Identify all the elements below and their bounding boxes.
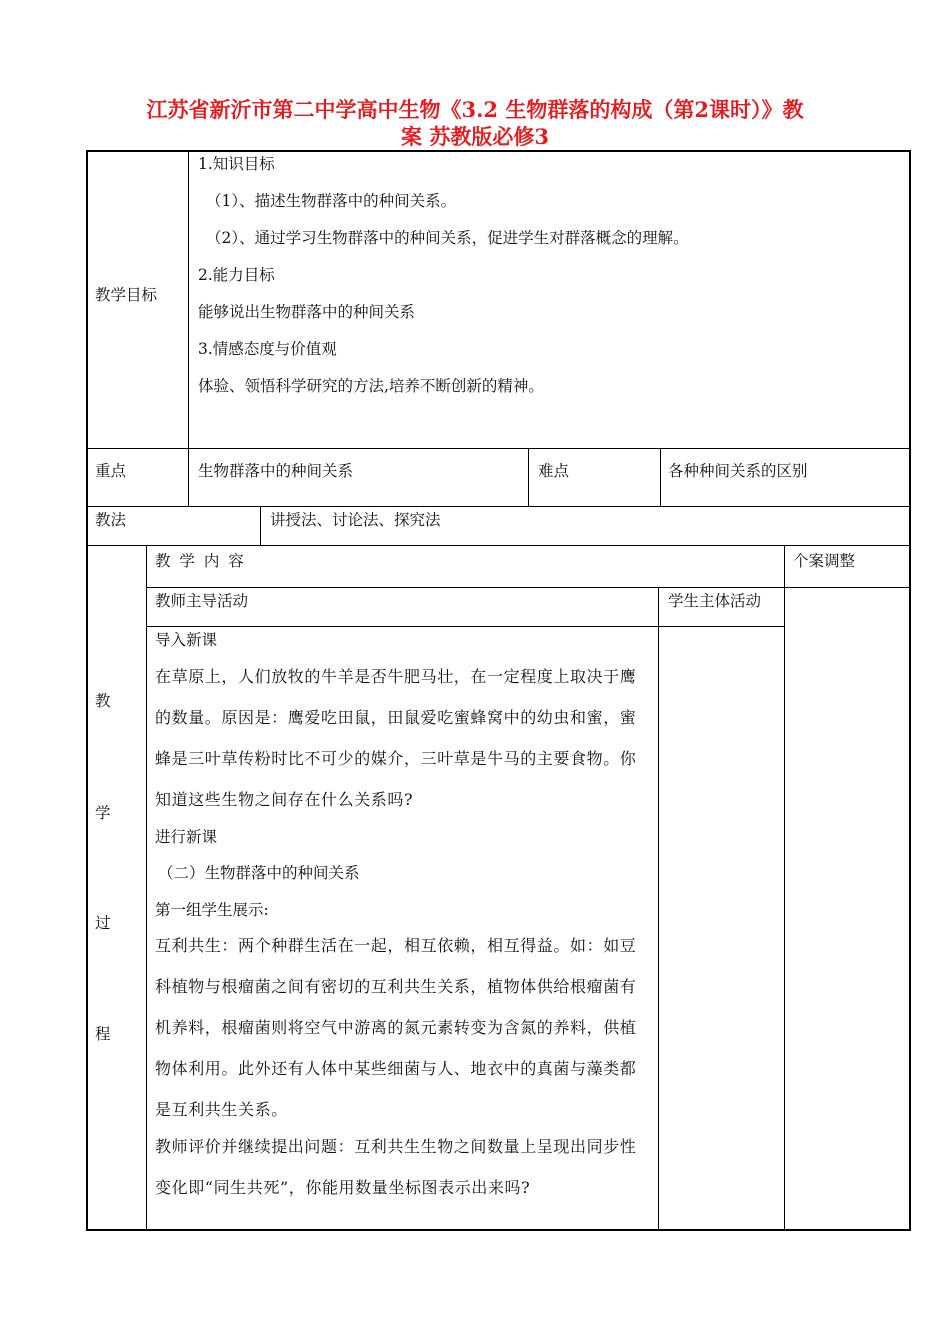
difficulty-label: 难点 bbox=[538, 462, 570, 480]
difficulty-value: 各种种间关系的区别 bbox=[668, 462, 808, 480]
key-point-value: 生物群落中的种间关系 bbox=[198, 462, 354, 480]
table-border-right bbox=[909, 150, 911, 1231]
process-line: 是互利共生关系。 bbox=[155, 1100, 288, 1119]
process-line: （二）生物群落中的种间关系 bbox=[158, 864, 360, 882]
divider bbox=[660, 448, 661, 507]
process-label-char: 教 bbox=[95, 692, 111, 710]
teacher-activity-header: 教师主导活动 bbox=[155, 592, 249, 610]
document-title-line-1: 江苏省新沂市第二中学高中生物《3.2 生物群落的构成（第2课时）》教 bbox=[146, 97, 804, 122]
process-line: 机养料，根瘤菌则将空气中游离的氮元素转变为含氮的养料，供植 bbox=[155, 1018, 637, 1037]
table-border-bottom bbox=[86, 1229, 911, 1231]
adjust-header: 个案调整 bbox=[793, 552, 856, 570]
method-label: 教法 bbox=[95, 511, 127, 529]
objectives-label: 教学目标 bbox=[95, 286, 158, 304]
process-line: 教师评价并继续提出问题：互利共生生物之间数量上呈现出同步性 bbox=[155, 1137, 637, 1156]
key-point-label: 重点 bbox=[95, 462, 127, 480]
process-line: 互利共生：两个种群生活在一起，相互依赖，相互得益。如：如豆 bbox=[155, 936, 637, 955]
process-label-char: 学 bbox=[95, 804, 111, 822]
divider bbox=[658, 587, 659, 1230]
process-line: 的数量。原因是：鹰爱吃田鼠，田鼠爱吃蜜蜂窝中的幼虫和蜜，蜜 bbox=[155, 708, 637, 727]
divider bbox=[528, 448, 529, 507]
process-line: 在草原上，人们放牧的牛羊是否牛肥马壮，在一定程度上取决于鹰 bbox=[155, 667, 637, 686]
content-header: 教 学 内 容 bbox=[155, 552, 246, 570]
objective-line: 体验、领悟科学研究的方法,培养不断创新的精神。 bbox=[198, 377, 544, 395]
table-border-top bbox=[86, 150, 911, 152]
process-line: 第一组学生展示: bbox=[155, 901, 269, 919]
divider bbox=[86, 545, 911, 546]
process-line: 知道这些生物之间存在什么关系吗? bbox=[155, 790, 414, 809]
divider bbox=[86, 448, 911, 449]
process-line: 变化即“同生共死”，你能用数量坐标图表示出来吗? bbox=[155, 1178, 531, 1197]
divider bbox=[146, 545, 147, 1230]
divider bbox=[146, 587, 911, 588]
method-value: 讲授法、讨论法、探究法 bbox=[270, 511, 441, 529]
table-border-left bbox=[86, 150, 88, 1231]
objective-line: 3.情感态度与价值观 bbox=[198, 340, 337, 358]
objective-line: 能够说出生物群落中的种间关系 bbox=[198, 303, 416, 321]
process-line: 导入新课 bbox=[155, 631, 218, 649]
divider bbox=[146, 626, 784, 627]
document-title-line-2: 案 苏教版必修3 bbox=[401, 124, 549, 149]
process-label-char: 程 bbox=[95, 1025, 111, 1043]
objective-line: 2.能力目标 bbox=[198, 266, 275, 284]
process-line: 进行新课 bbox=[155, 828, 218, 846]
divider bbox=[188, 150, 189, 507]
process-line: 科植物与根瘤菌之间有密切的互利共生关系，植物体供给根瘤菌有 bbox=[155, 977, 637, 996]
student-activity-header: 学生主体活动 bbox=[668, 592, 762, 610]
process-line: 物体利用。此外还有人体中某些细菌与人、地衣中的真菌与藻类都 bbox=[155, 1059, 637, 1078]
objective-line: 1.知识目标 bbox=[198, 155, 275, 173]
divider bbox=[784, 545, 785, 1230]
process-line: 蜂是三叶草传粉时比不可少的媒介，三叶草是牛马的主要食物。你 bbox=[155, 749, 637, 768]
divider bbox=[86, 506, 911, 507]
divider bbox=[260, 506, 261, 546]
objective-line: （2）、通过学习生物群落中的种间关系，促进学生对群落概念的理解。 bbox=[206, 229, 689, 247]
process-label-char: 过 bbox=[95, 914, 111, 932]
objective-line: （1）、描述生物群落中的种间关系。 bbox=[206, 192, 457, 210]
